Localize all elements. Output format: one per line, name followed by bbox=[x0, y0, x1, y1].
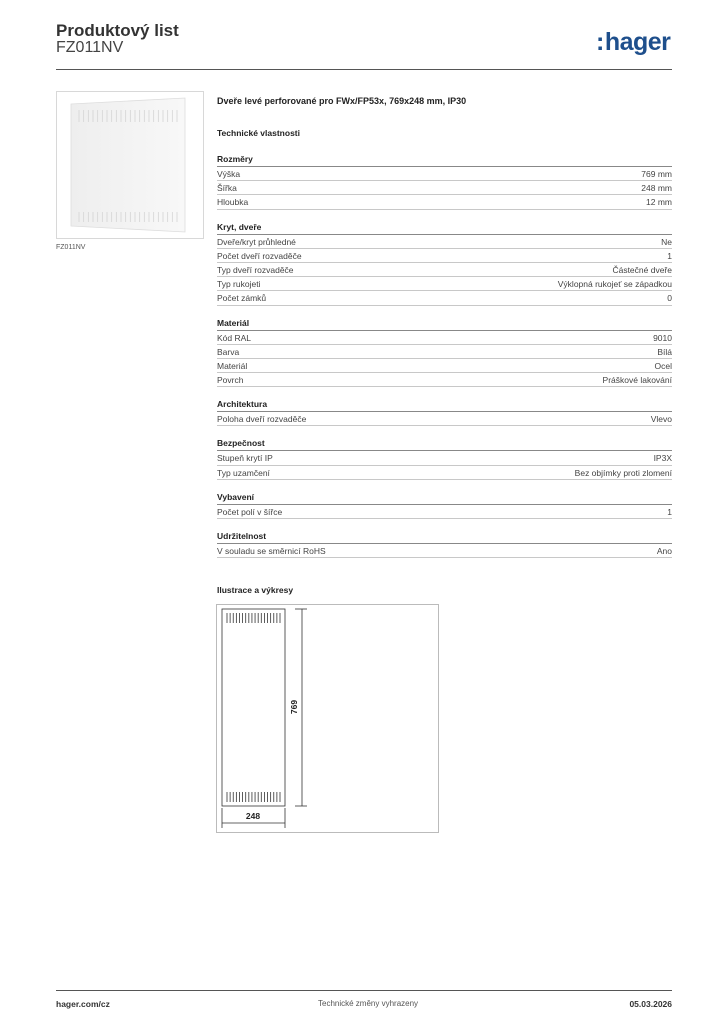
spec-label: Počet dveří rozvaděče bbox=[217, 250, 302, 261]
logo-text: hager bbox=[604, 28, 671, 56]
spec-value: Bez objímky proti zlomení bbox=[574, 467, 672, 478]
spec-sections bbox=[217, 152, 672, 558]
spec-row bbox=[217, 167, 672, 181]
spec-label: Počet polí v šířce bbox=[217, 506, 283, 517]
section-heading: Rozměry bbox=[217, 152, 672, 167]
spec-value: 0 bbox=[667, 293, 672, 304]
spec-value: Vlevo bbox=[650, 414, 672, 425]
footer-date: 05.03.2026 bbox=[629, 999, 672, 1009]
spec-label: Barva bbox=[217, 346, 240, 357]
door-thumbnail-image bbox=[57, 92, 203, 238]
spec-row bbox=[217, 195, 672, 209]
spec-label: Typ rukojeti bbox=[217, 279, 261, 290]
spec-value: 1 bbox=[667, 506, 672, 517]
section-heading: Udržitelnost bbox=[217, 529, 672, 544]
spec-row bbox=[217, 235, 672, 249]
spec-value: Ne bbox=[661, 236, 672, 247]
spec-label: Typ dveří rozvaděče bbox=[217, 264, 294, 275]
illustration-heading: Ilustrace a výkresy bbox=[217, 585, 294, 595]
spec-value: 12 mm bbox=[646, 197, 672, 208]
spec-panel bbox=[217, 96, 672, 558]
section-heading: Bezpečnost bbox=[217, 436, 672, 451]
spec-row bbox=[217, 412, 672, 426]
spec-label: Stupeň krytí IP bbox=[217, 453, 273, 464]
spec-label: Typ uzamčení bbox=[217, 467, 270, 478]
spec-label: Kód RAL bbox=[217, 332, 252, 343]
dimension-drawing bbox=[217, 605, 438, 832]
spec-row bbox=[217, 544, 672, 558]
header-divider bbox=[56, 69, 672, 70]
spec-row bbox=[217, 291, 672, 305]
product-thumbnail bbox=[56, 91, 204, 239]
spec-row bbox=[217, 466, 672, 480]
spec-value: 1 bbox=[667, 250, 672, 261]
width-dimension-label: 248 bbox=[245, 811, 261, 821]
spec-value: Ano bbox=[656, 546, 672, 556]
section-heading: Architektura bbox=[217, 397, 672, 412]
technical-drawing bbox=[216, 604, 439, 833]
section-heading: Kryt, dveře bbox=[217, 220, 672, 235]
spec-value: Bílá bbox=[657, 346, 672, 357]
spec-value: 9010 bbox=[653, 332, 672, 343]
spec-row bbox=[217, 263, 672, 277]
spec-label: Šířka bbox=[217, 183, 237, 194]
spec-row bbox=[217, 345, 672, 359]
height-dimension-label: 769 bbox=[289, 699, 299, 715]
product-code: FZ011NV bbox=[56, 39, 124, 56]
spec-value: 248 mm bbox=[641, 183, 672, 194]
door-outline bbox=[222, 609, 285, 806]
product-title: Dveře levé perforované pro FWx/FP53x, 769x248 mm, IP30 bbox=[217, 96, 467, 106]
spec-row bbox=[217, 451, 672, 465]
spec-label: V souladu se směrnicí RoHS bbox=[217, 546, 326, 556]
spec-label: Materiál bbox=[217, 360, 248, 371]
spec-row bbox=[217, 331, 672, 345]
section-heading: Vybavení bbox=[217, 490, 672, 505]
spec-value: IP3X bbox=[653, 453, 672, 464]
spec-value: Částečné dveře bbox=[612, 264, 672, 275]
thumbnail-caption: FZ011NV bbox=[56, 244, 86, 251]
spec-label: Poloha dveří rozvaděče bbox=[217, 414, 307, 425]
spec-label: Dveře/kryt průhledné bbox=[217, 236, 296, 247]
spec-row bbox=[217, 181, 672, 195]
section-heading: Materiál bbox=[217, 316, 672, 331]
footer-divider bbox=[56, 990, 672, 991]
spec-value: Práškové lakování bbox=[602, 375, 672, 386]
spec-label: Povrch bbox=[217, 375, 244, 386]
page-title: Produktový list bbox=[56, 21, 179, 40]
spec-row bbox=[217, 505, 672, 519]
hager-logo: :hager bbox=[596, 28, 671, 56]
spec-row bbox=[217, 277, 672, 291]
footer-disclaimer: Technické změny vyhrazeny bbox=[318, 999, 419, 1008]
spec-row bbox=[217, 373, 672, 387]
spec-value: Ocel bbox=[654, 360, 672, 371]
spec-row bbox=[217, 359, 672, 373]
spec-row bbox=[217, 249, 672, 263]
spec-value: Výklopná rukojeť se západkou bbox=[557, 279, 672, 290]
spec-value: 769 mm bbox=[641, 169, 672, 179]
spec-label: Výška bbox=[217, 169, 241, 179]
spec-label: Počet zámků bbox=[217, 293, 267, 304]
tech-properties-heading: Technické vlastnosti bbox=[217, 128, 300, 138]
footer-website[interactable]: hager.com/cz bbox=[56, 999, 110, 1009]
spec-label: Hloubka bbox=[217, 197, 249, 208]
